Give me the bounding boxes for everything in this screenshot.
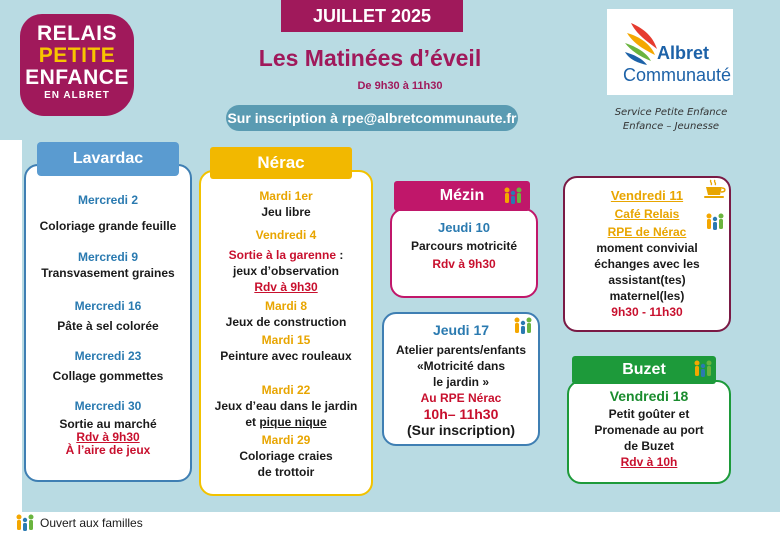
buzet-card <box>567 380 731 484</box>
lavardac-activity-1: Coloriage grande feuille <box>39 219 177 233</box>
buzet-rdv: Rdv à 10h <box>620 455 678 469</box>
family-icon <box>692 359 714 379</box>
coffee-cup-icon <box>702 178 728 200</box>
mezin-rdv-1: Rdv à 9h30 <box>432 257 496 271</box>
nerac-activity-2b: jeux d’observation <box>232 264 340 278</box>
mezin-card <box>390 208 538 298</box>
mezin-title: Mézin <box>439 187 485 204</box>
mezin-day-1: Jeudi 10 <box>437 220 491 235</box>
nerac-activity-3: Jeux de construction <box>225 315 347 329</box>
lavardac-entry-3 <box>26 298 190 334</box>
nerac-activity-4: Peinture avec rouleaux <box>220 349 352 363</box>
nerac-header: Nérac <box>210 147 352 179</box>
albret-logo-line1: Albret <box>657 43 710 63</box>
buzet-day: Vendredi 18 <box>609 388 689 404</box>
nerac-activity-6b: de trottoir <box>257 465 315 479</box>
footer-legend: Ouvert aux familles <box>40 516 143 530</box>
nerac-activity-2a <box>201 247 371 263</box>
lavardac-day-5: Mercredi 30 <box>74 399 142 413</box>
mezin-activity-2b: «Motricité dans <box>416 359 506 373</box>
lavardac-place-5: À l’aire de jeux <box>65 443 151 457</box>
lavardac-header: Lavardac <box>37 142 179 176</box>
lavardac-entry-2 <box>26 249 190 281</box>
nerac-entry-4 <box>201 332 371 364</box>
page-subtitle: De 9h30 à 11h30 <box>357 80 443 92</box>
family-icon <box>512 316 534 336</box>
buzet-entry <box>569 388 729 470</box>
nerac-entry-3 <box>201 298 371 330</box>
nerac-day-3: Mardi 8 <box>264 299 307 313</box>
buzet-activity-1: Petit goûter et <box>608 407 690 421</box>
family-icon <box>704 212 726 232</box>
nerac-entry-2 <box>201 227 371 295</box>
albret-logo <box>607 9 733 95</box>
nerac-activity-5-et: et <box>245 415 260 429</box>
mezin-entry-2 <box>384 322 538 438</box>
page-title: Les Matinées d’éveil <box>258 45 482 71</box>
lavardac-activity-2: Transvasement graines <box>41 266 175 280</box>
buzet-activity-3: de Buzet <box>623 439 674 453</box>
nerac-activity-1: Jeu libre <box>261 205 311 219</box>
lavardac-activity-3: Pâte à sel colorée <box>57 319 159 333</box>
nerac-pique-nique: pique nique <box>259 415 327 429</box>
v11-activity-1: moment convivial <box>596 241 698 255</box>
nerac-entry-6 <box>201 432 371 480</box>
nerac-activity-5a: Jeux d’eau dans le jardin <box>214 399 358 413</box>
nerac-day-6: Mardi 29 <box>261 433 311 447</box>
v11-time: 9h30 - 11h30 <box>611 305 683 319</box>
mezin-note-2: (Sur inscription) <box>406 422 516 438</box>
lavardac-rdv-5: Rdv à 9h30 <box>76 430 140 444</box>
rpe-logo-line2: PETITE <box>38 44 116 67</box>
rpe-logo-line4: EN ALBRET <box>44 90 110 101</box>
lavardac-day-2: Mercredi 9 <box>77 250 139 264</box>
v11-activity-3: assistant(tes) <box>608 273 686 287</box>
mezin-day-2: Jeudi 17 <box>432 322 490 338</box>
lavardac-entry-4 <box>26 348 190 384</box>
mezin-activity-2c: le jardin » <box>432 375 490 389</box>
albret-logo-line2: Communauté <box>623 65 732 85</box>
nerac-day-4: Mardi 15 <box>261 333 311 347</box>
mezin-activity-2a: Atelier parents/enfants <box>395 343 527 357</box>
lavardac-day-3: Mercredi 16 <box>74 299 142 313</box>
lavardac-day-4: Mercredi 23 <box>74 349 142 363</box>
nerac-activity-6a: Coloriage craies <box>239 449 333 463</box>
v11-day: Vendredi 11 <box>610 188 684 203</box>
service-line1: Service Petite Enfance <box>614 107 728 118</box>
lavardac-day-1: Mercredi 2 <box>77 193 139 207</box>
nerac-activity-2-colon: : <box>336 248 344 262</box>
mezin-time-2: 10h– 11h30 <box>423 406 499 422</box>
v11-rpe-nerac: RPE de Nérac <box>607 225 687 239</box>
service-line2: Enfance – Jeunesse <box>622 121 720 132</box>
rpe-logo-line3: ENFANCE <box>25 66 129 89</box>
rpe-logo-line1: RELAIS <box>36 22 117 45</box>
mezin-entry-1 <box>392 220 536 272</box>
nerac-activity-5b <box>201 414 371 430</box>
buzet-activity-2: Promenade au port <box>594 423 704 437</box>
service-label <box>596 106 746 134</box>
nerac-day-1: Mardi 1er <box>259 189 313 203</box>
nerac-day-5: Mardi 22 <box>261 383 311 397</box>
lavardac-entry-5 <box>26 398 190 457</box>
v11-activity-2: échanges avec les <box>594 257 700 271</box>
nerac-garenne: Sortie à la garenne <box>228 248 337 262</box>
v11-entry <box>565 188 729 320</box>
nerac-entry-1 <box>201 188 371 220</box>
buzet-header: Buzet <box>572 356 716 384</box>
mezin-activity-1: Parcours motricité <box>410 239 518 253</box>
v11-activity-4: maternel(les) <box>609 289 685 303</box>
inscription-banner: Sur inscription à rpe@albretcommunaute.fr <box>226 105 518 131</box>
nerac-entry-5 <box>201 382 371 430</box>
lavardac-activity-4: Collage gommettes <box>52 369 164 383</box>
nerac-rdv-2: Rdv à 9h30 <box>254 280 318 294</box>
v11-cafe-relais: Café Relais <box>614 207 680 221</box>
nerac-day-2: Vendredi 4 <box>255 228 317 242</box>
lavardac-card <box>24 164 192 482</box>
nerac-card <box>199 170 373 496</box>
lavardac-entry-1 <box>26 192 190 234</box>
rpe-logo <box>20 14 134 116</box>
lavardac-activity-5: Sortie au marché <box>59 417 157 431</box>
family-icon <box>502 186 524 206</box>
mezin-place-2: Au RPE Nérac <box>420 391 502 405</box>
family-icon <box>14 513 36 533</box>
month-banner: JUILLET 2025 <box>281 0 463 32</box>
